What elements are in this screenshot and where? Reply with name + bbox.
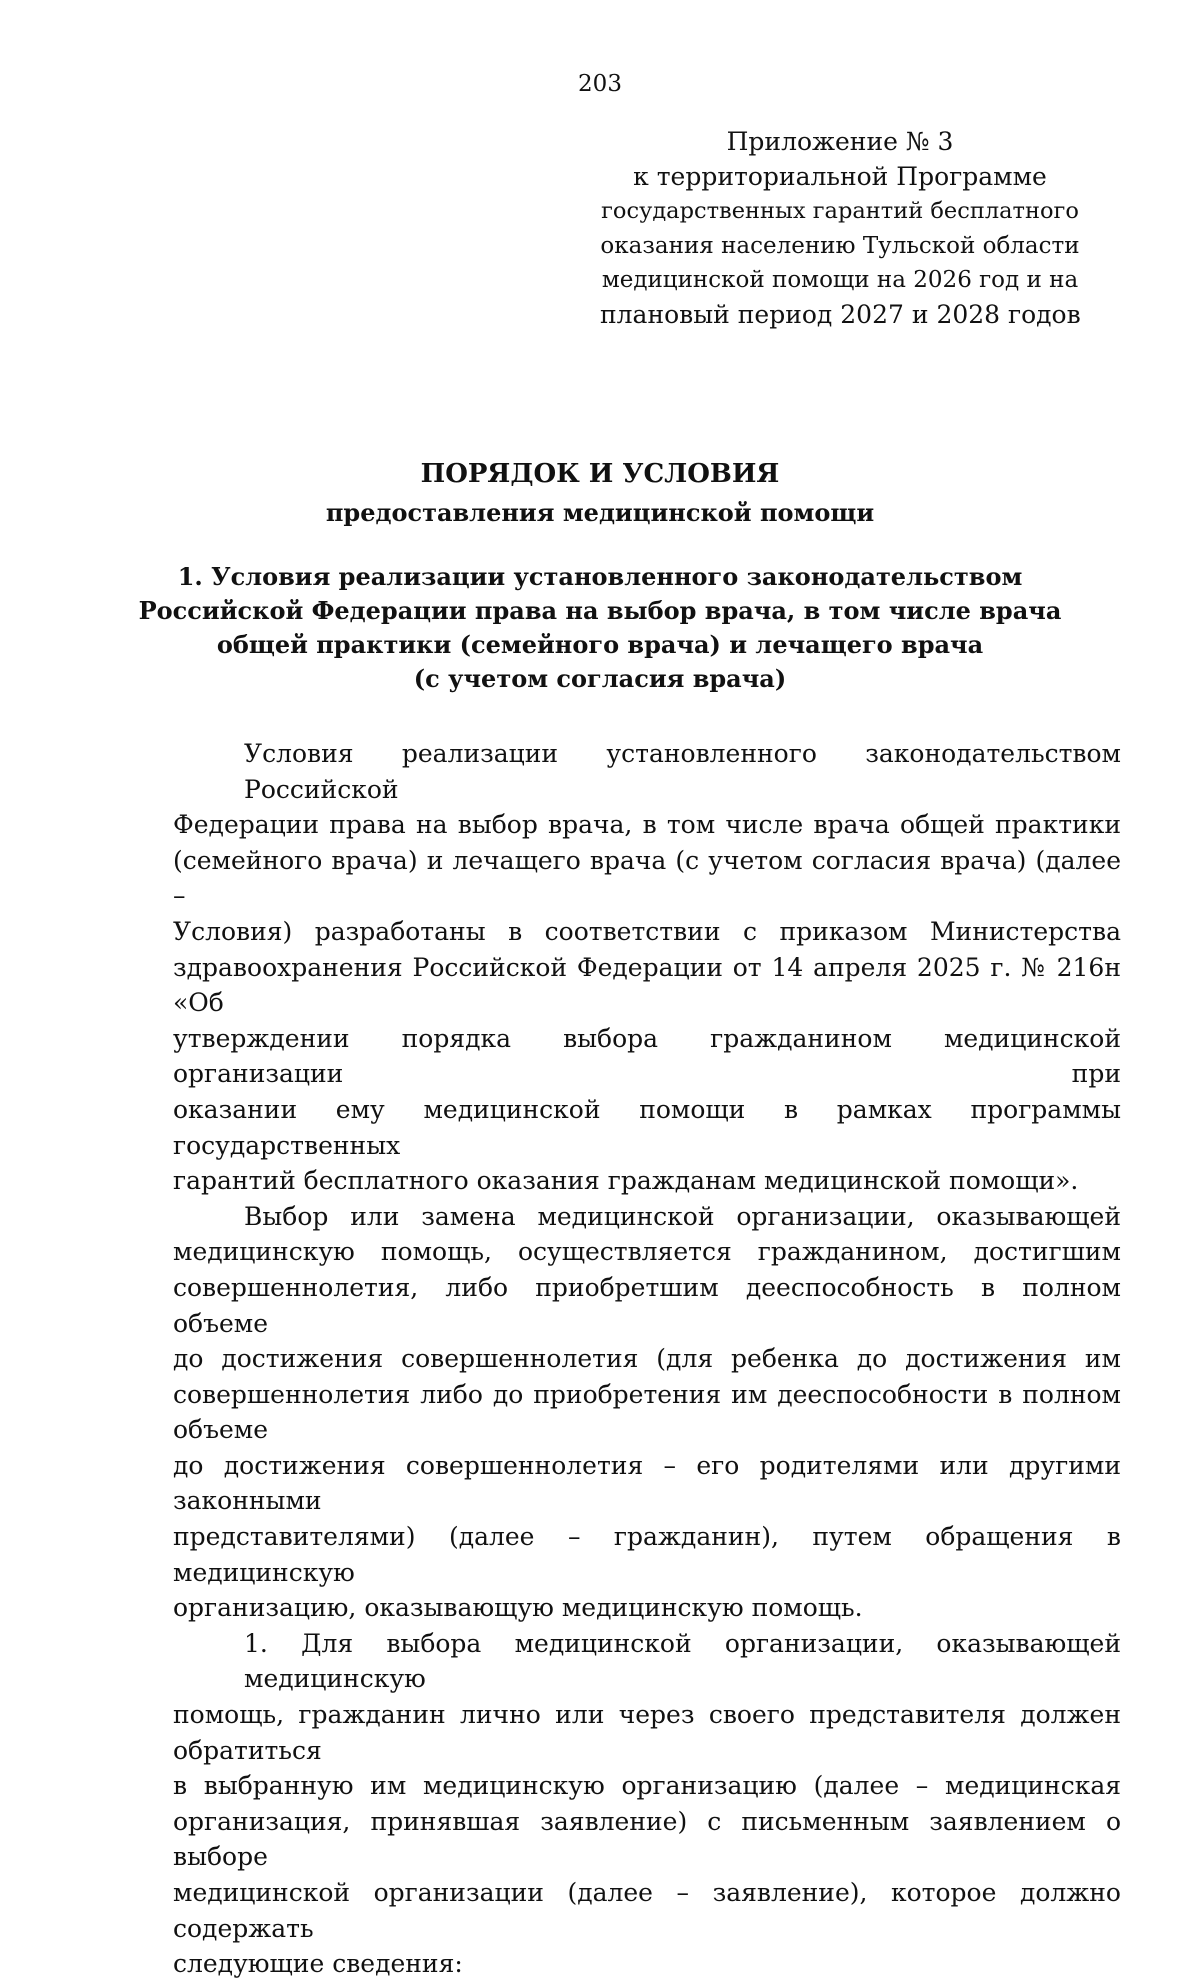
appendix-line: государственных гарантий бесплатного bbox=[601, 198, 1079, 224]
section-heading-line: Российской Федерации права на выбор врача, в том числе врача bbox=[138, 596, 1062, 625]
paragraph-line: помощь, гражданин лично или через своего представителя должен обратиться bbox=[173, 1700, 1121, 1765]
paragraph bbox=[173, 736, 1121, 1199]
paragraph-line: гарантий бесплатного оказания гражданам медицинской помощи». bbox=[173, 1166, 1079, 1196]
section-heading-line: (с учетом согласия врача) bbox=[413, 664, 787, 693]
paragraph-line: совершеннолетия, либо приобретшим дееспособность в полном объеме bbox=[173, 1272, 1121, 1338]
paragraph-line: Выбор или замена медицинской организации, оказывающей bbox=[244, 1201, 1121, 1231]
document-subtitle: предоставления медицинской помощи bbox=[325, 498, 875, 527]
paragraph-line: организацию, оказывающую медицинскую помощь. bbox=[173, 1593, 863, 1623]
paragraph-line: организация, принявшая заявление) с письменным заявлением о выборе bbox=[173, 1806, 1121, 1872]
paragraph bbox=[173, 1199, 1121, 1626]
paragraph-line: Федерации права на выбор врача, в том числе врача общей практики bbox=[173, 810, 1121, 840]
document-title: ПОРЯДОК И УСЛОВИЯ bbox=[420, 459, 780, 489]
page-number: 203 bbox=[578, 71, 622, 97]
paragraph-line: представителями) (далее – гражданин), путем обращения в медицинскую bbox=[173, 1522, 1121, 1587]
paragraph-line: (семейного врача) и лечащего врача (с учетом согласия врача) (далее – bbox=[173, 845, 1121, 911]
paragraph-line: совершеннолетия либо до приобретения им дееспособности в полном объеме bbox=[173, 1379, 1121, 1445]
paragraph-line: до достижения совершеннолетия (для ребенка до достижения им bbox=[173, 1344, 1121, 1374]
section-heading-line: 1. Условия реализации установленного законодательством bbox=[177, 562, 1023, 591]
section-heading-line: общей практики (семейного врача) и лечащего врача bbox=[216, 630, 984, 659]
paragraph-line: медицинской организации (далее – заявление), которое должно содержать bbox=[173, 1878, 1121, 1943]
paragraph-line: в выбранную им медицинскую организацию (далее – медицинская bbox=[173, 1771, 1121, 1801]
paragraph-line: оказании ему медицинской помощи в рамках программы государственных bbox=[173, 1094, 1121, 1160]
appendix-line: Приложение № 3 bbox=[726, 127, 954, 156]
paragraph-line: 1. Для выбора медицинской организации, оказывающей медицинскую bbox=[244, 1628, 1121, 1694]
appendix-line: к территориальной Программе bbox=[633, 161, 1047, 191]
paragraph-line: медицинскую помощь, осуществляется гражданином, достигшим bbox=[173, 1237, 1121, 1267]
paragraph bbox=[173, 1626, 1121, 1982]
appendix-header bbox=[600, 125, 1080, 332]
appendix-line: плановый период 2027 и 2028 годов bbox=[600, 299, 1081, 329]
paragraph-line: следующие сведения: bbox=[173, 1949, 463, 1979]
paragraph-line: Условия реализации установленного законодательством Российской bbox=[244, 739, 1121, 804]
paragraph-line: до достижения совершеннолетия – его родителями или другими законными bbox=[173, 1450, 1121, 1516]
appendix-line: медицинской помощи на 2026 год и на bbox=[601, 267, 1079, 293]
body-text bbox=[173, 736, 1121, 1982]
paragraph-line: здравоохранения Российской Федерации от 14 апреля 2025 г. № 216н «Об bbox=[173, 952, 1121, 1018]
paragraph-line: Условия) разработаны в соответствии с приказом Министерства bbox=[173, 916, 1121, 946]
paragraph-line: утверждении порядка выбора гражданином медицинской организации при bbox=[173, 1023, 1121, 1089]
appendix-line: оказания населению Тульской области bbox=[600, 232, 1080, 259]
section-heading bbox=[0, 560, 1200, 696]
